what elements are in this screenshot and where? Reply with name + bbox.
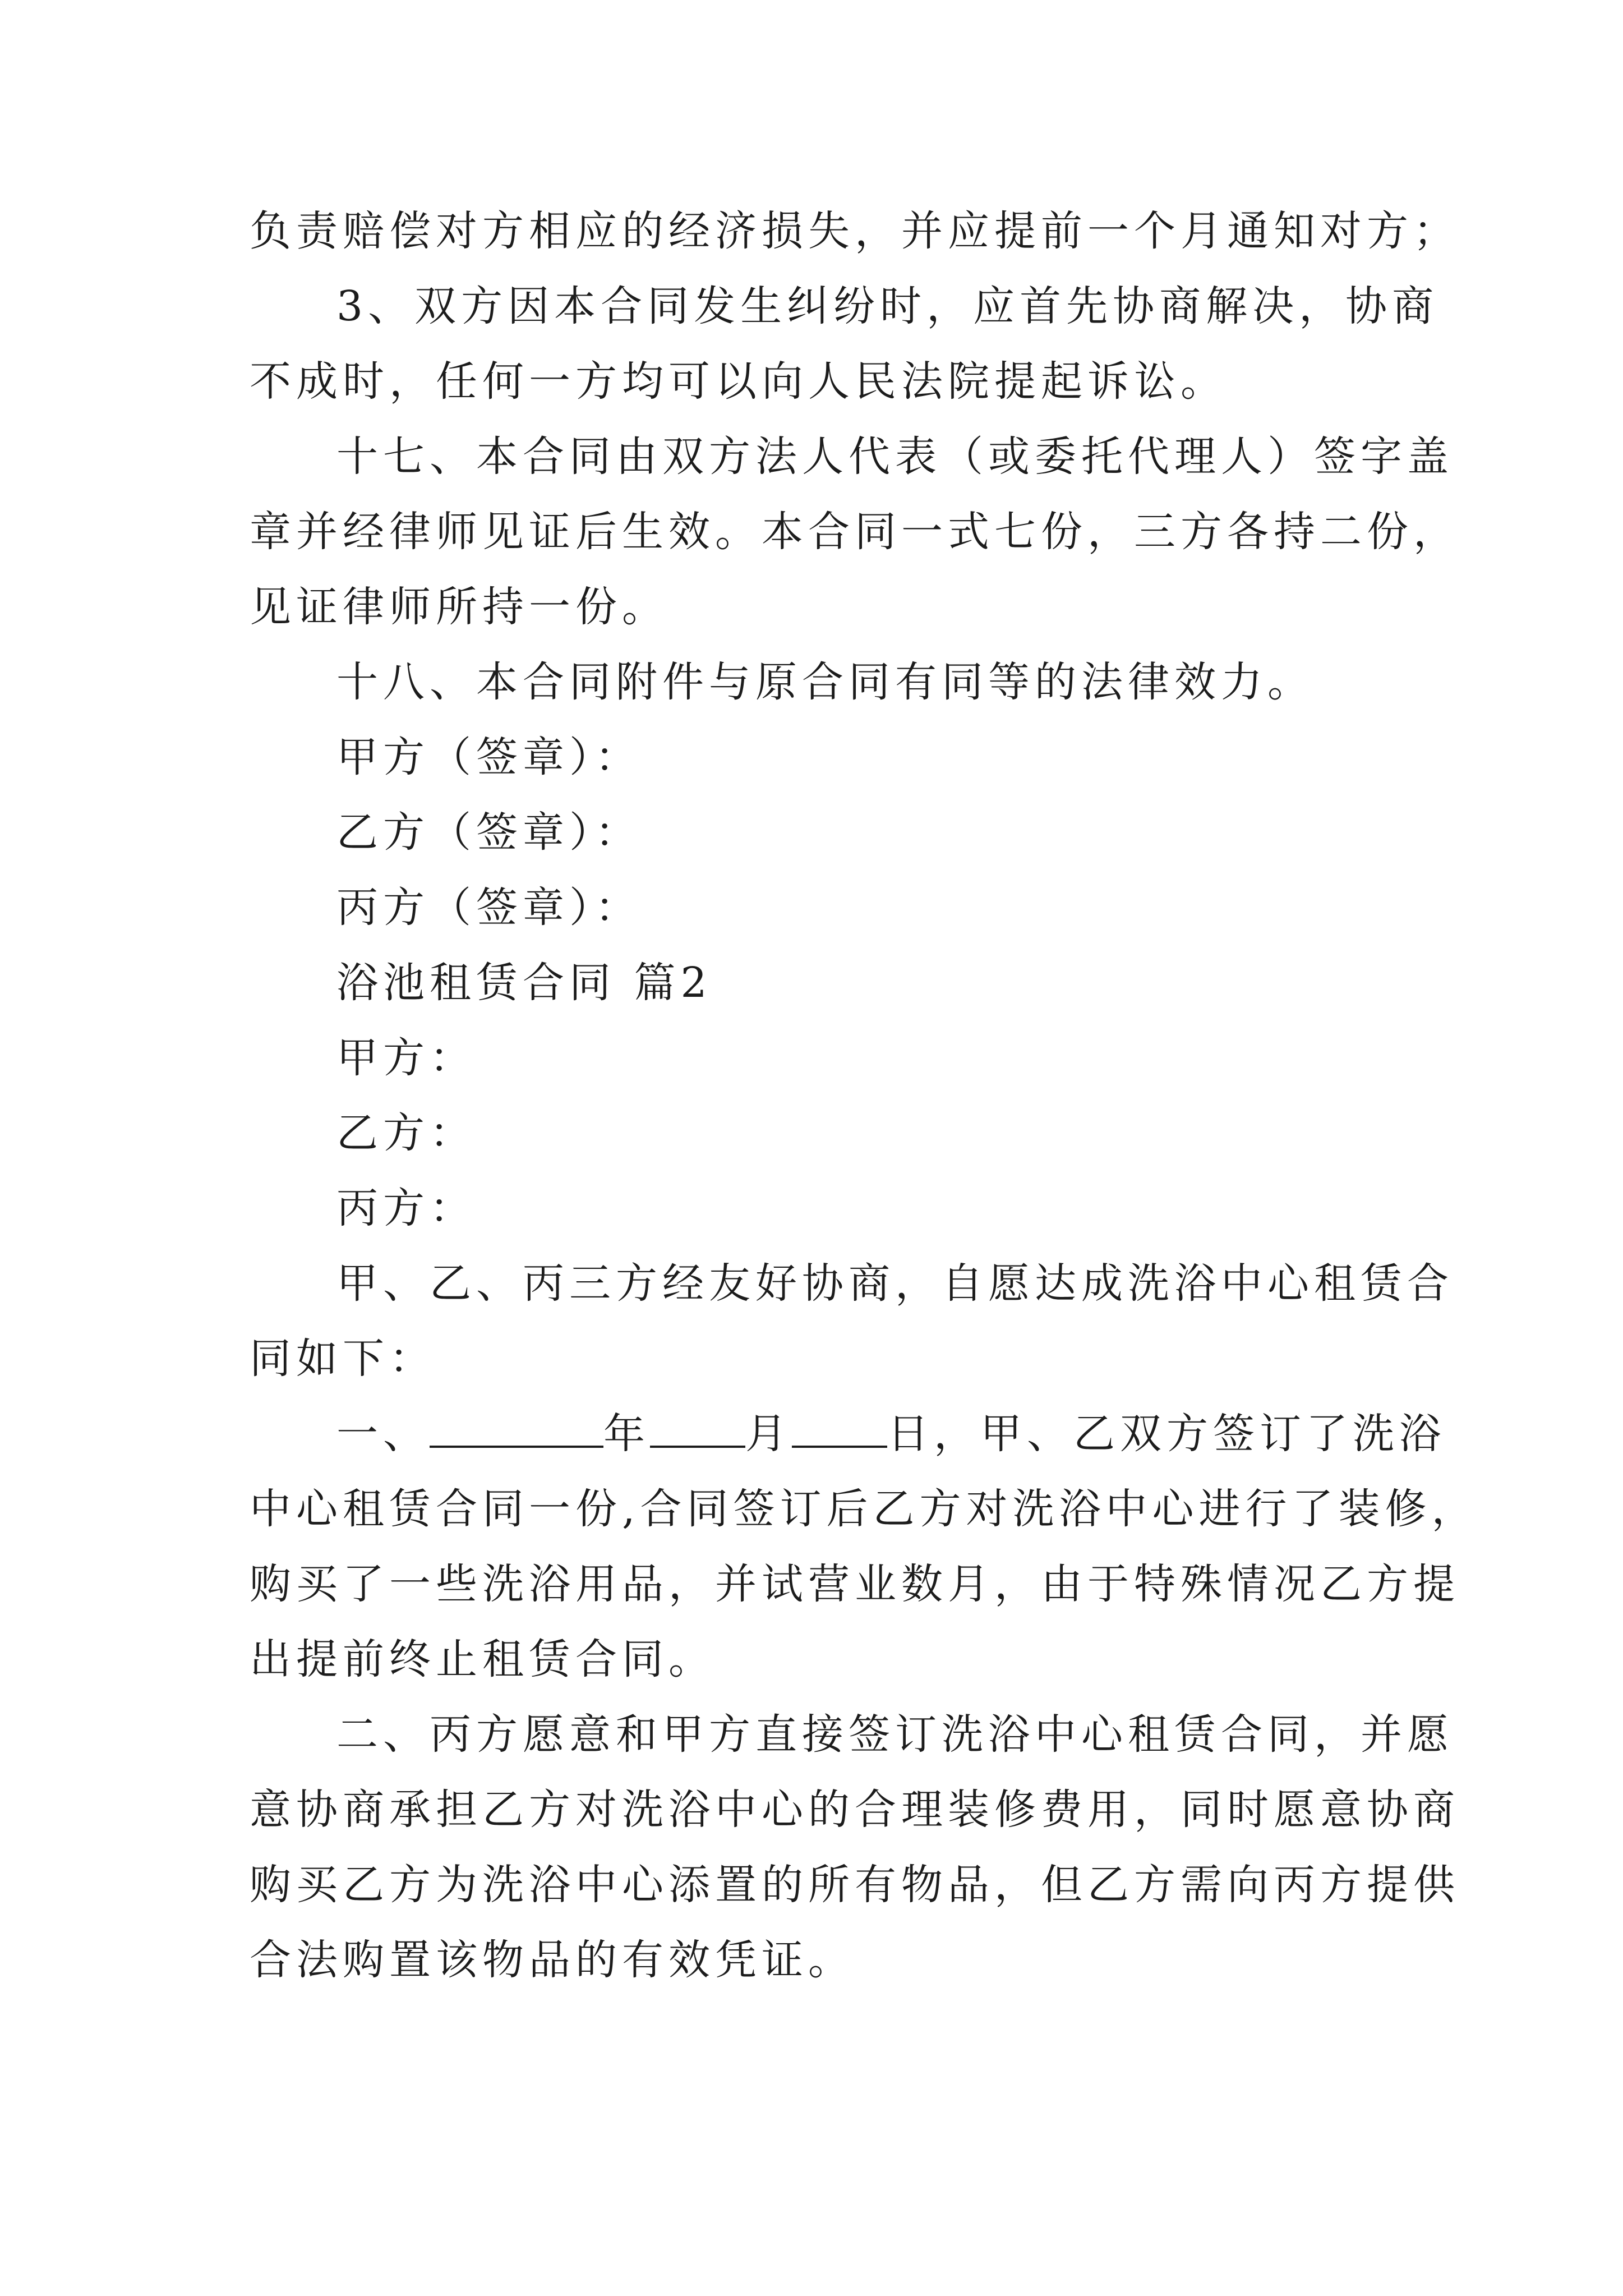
text-line: 章并经律师见证后生效。本合同一式七份，三方各持二份， <box>250 508 1460 556</box>
text-line: 同如下： <box>250 1335 436 1383</box>
date-line <box>336 1406 1446 1462</box>
text-line: 出提前终止租赁合同。 <box>250 1635 715 1683</box>
text-line: 中心租赁合同一份,合同签订后乙方对洗浴中心进行了装修， <box>250 1485 1478 1533</box>
month-blank <box>650 1411 745 1448</box>
text-line: 见证律师所持一份。 <box>250 583 668 631</box>
signature-line-party-b: 乙方（签章）： <box>336 808 642 857</box>
text-line: 十八、本合同附件与原合同有同等的法律效力。 <box>336 658 1314 706</box>
text-line: 意协商承担乙方对洗浴中心的合理装修费用，同时愿意协商 <box>250 1786 1460 1834</box>
text-line: 购买乙方为洗浴中心添置的所有物品，但乙方需向丙方提供 <box>250 1861 1460 1909</box>
day-blank <box>792 1411 887 1448</box>
month-label: 月 <box>745 1410 792 1458</box>
signature-line-party-a: 甲方（签章）： <box>336 733 642 781</box>
text-line: 十七、本合同由双方法人代表（或委托代理人）签字盖 <box>336 432 1454 481</box>
party-c-label: 丙方： <box>336 1184 476 1232</box>
date-line-prefix: 一、 <box>336 1410 430 1458</box>
signature-line-party-c: 丙方（签章）： <box>336 884 642 932</box>
text-line: 购买了一些洗浴用品，并试营业数月，由于特殊情况乙方提 <box>250 1560 1460 1608</box>
party-b-label: 乙方： <box>336 1109 476 1157</box>
section-title: 浴池租赁合同 篇2 <box>336 959 712 1007</box>
text-line: 甲、乙、丙三方经友好协商，自愿达成洗浴中心租赁合 <box>336 1259 1454 1308</box>
text-line: 合法购置该物品的有效凭证。 <box>250 1936 855 1984</box>
text-line: 不成时，任何一方均可以向人民法院提起诉讼。 <box>250 357 1227 406</box>
year-label: 年 <box>603 1410 650 1458</box>
party-a-label: 甲方： <box>336 1034 476 1082</box>
text-line: 负责赔偿对方相应的经济损失，并应提前一个月通知对方； <box>250 207 1460 255</box>
text-line: 二、丙方愿意和甲方直接签订洗浴中心租赁合同，并愿 <box>336 1710 1454 1759</box>
text-line: 3、双方因本合同发生纠纷时，应首先协商解决，协商 <box>336 282 1439 330</box>
day-label: 日，甲、乙双方签订了洗浴 <box>887 1410 1446 1458</box>
year-blank <box>430 1411 603 1448</box>
